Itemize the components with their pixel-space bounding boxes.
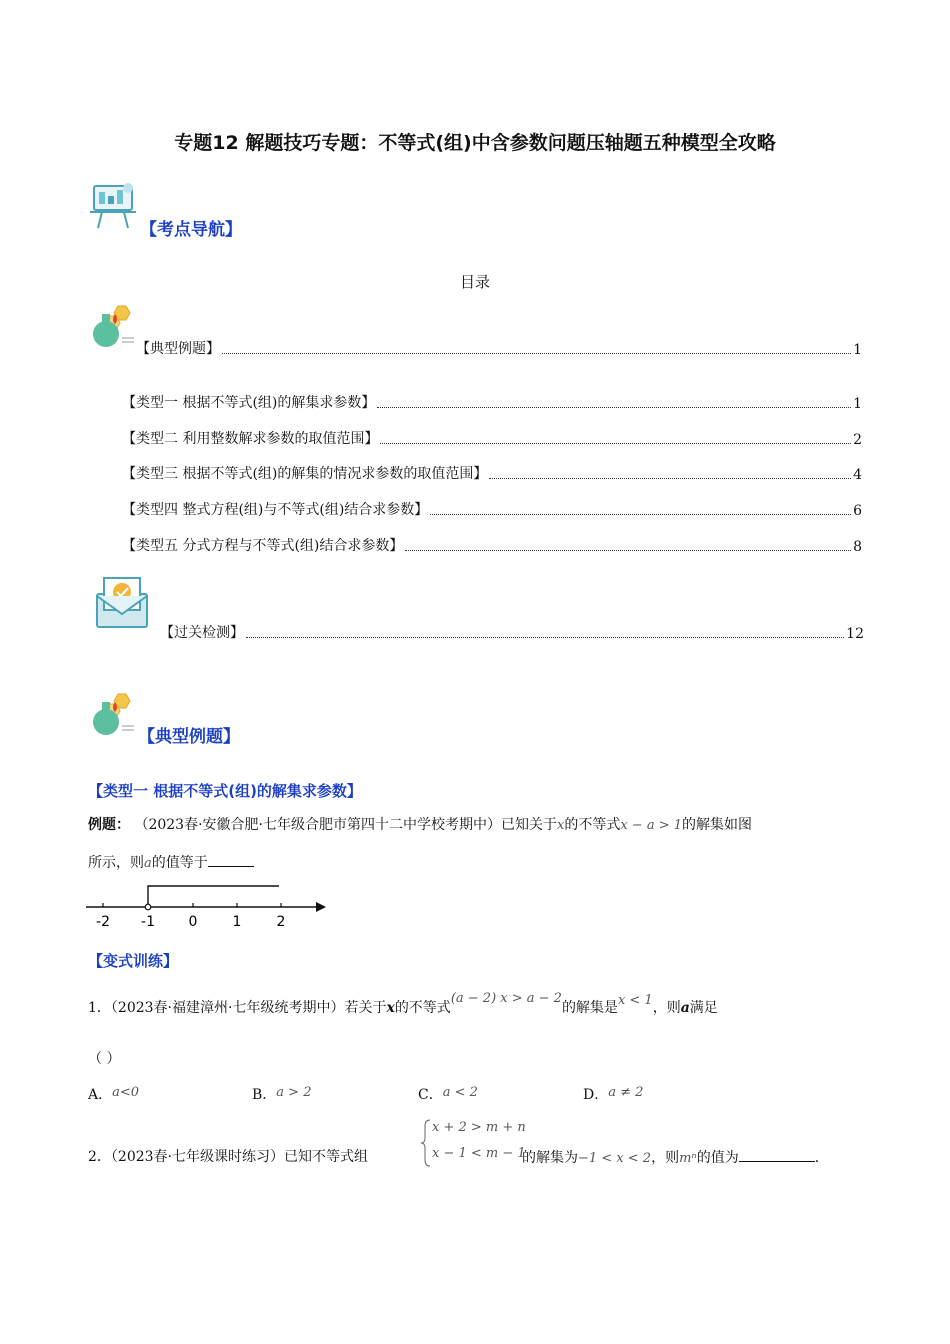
toc-entry-label: 【典型例题】 xyxy=(136,341,220,357)
question-text: ，则 xyxy=(652,1000,681,1016)
number-line xyxy=(84,876,334,930)
option-letter: C． xyxy=(418,1087,443,1103)
nav-heading: 【考点导航】 xyxy=(140,220,242,240)
toc-entry-type4[interactable] xyxy=(122,499,862,519)
flask-icon xyxy=(88,690,136,738)
answer-blank[interactable] xyxy=(208,852,254,867)
toc-leader xyxy=(405,549,851,551)
expression: mⁿ xyxy=(679,1151,697,1166)
example-label: 例题： xyxy=(88,817,130,833)
toc-leader xyxy=(377,406,851,408)
toc-entry-label: 【类型二 利用整数解求参数的取值范围】 xyxy=(122,431,379,447)
toc-leader xyxy=(246,636,844,638)
var-x: x xyxy=(556,818,565,833)
system-line-2: x − 1 < m − 1 xyxy=(432,1146,526,1161)
brace-icon xyxy=(420,1118,432,1168)
toc-entry-type3[interactable] xyxy=(122,463,862,483)
option-letter: A． xyxy=(88,1087,113,1103)
envelope-check-icon xyxy=(94,574,150,630)
toc-leader xyxy=(430,513,851,515)
example-source: （2023春·安徽合肥·七年级合肥市第四十二中学校考期中）已知关于 xyxy=(134,817,557,833)
toc-entry-label: 【类型三 根据不等式(组)的解集的情况求参数的取值范围】 xyxy=(122,466,488,482)
question-2 xyxy=(88,1147,368,1167)
tick-label: -2 xyxy=(96,914,110,930)
option-letter: D． xyxy=(583,1087,609,1103)
tick-label: -1 xyxy=(141,914,155,930)
tick-label: 0 xyxy=(188,914,198,930)
toc-entry-page: 2 xyxy=(853,432,862,448)
type1-heading: 【类型一 根据不等式(组)的解集求参数】 xyxy=(88,782,362,800)
toc-entry-type5[interactable] xyxy=(122,535,862,555)
question-text: 的解集是 xyxy=(561,1000,618,1016)
toc-entry-page: 6 xyxy=(853,503,862,519)
inequality: x − a > 1 xyxy=(620,818,682,833)
example-tail: 的解集如图 xyxy=(682,817,752,833)
example-mid: 的不等式 xyxy=(564,817,621,833)
question-text: 的不等式 xyxy=(394,1000,451,1016)
toc-entry-final-check[interactable] xyxy=(160,622,864,642)
section-heading: 【典型例题】 xyxy=(138,727,240,747)
option-math: a < 2 xyxy=(442,1085,478,1100)
toc-entry-typical-examples[interactable] xyxy=(136,338,862,358)
answer-blank[interactable] xyxy=(739,1147,815,1162)
variant-heading: 【变式训练】 xyxy=(88,952,179,970)
toc-entry-page: 1 xyxy=(853,342,862,358)
answer-parentheses[interactable]: （ ） xyxy=(88,1051,121,1067)
inequality-system xyxy=(420,1118,526,1168)
presentation-icon xyxy=(88,180,138,230)
option-letter: B． xyxy=(252,1087,277,1103)
solution-set: x < 1 xyxy=(617,993,653,1008)
question-text: ，则 xyxy=(651,1150,680,1166)
question-text: （2023春·七年级课时练习）已知不等式组 xyxy=(110,1149,368,1165)
toc-entry-page: 1 xyxy=(853,396,862,412)
question-text: 的解集为 xyxy=(522,1150,578,1166)
flask-icon xyxy=(88,302,136,350)
question-source: （2023春·福建漳州·七年级统考期中）若关于 xyxy=(110,1000,387,1016)
toc-title: 目录 xyxy=(459,273,490,291)
question-number: 1． xyxy=(88,1000,111,1016)
example-text: 所示，则 xyxy=(88,855,144,871)
option-c[interactable] xyxy=(418,1084,478,1104)
system-line-1: x + 2 > m + n xyxy=(432,1120,526,1135)
document-title: 专题12 解题技巧专题：不等式(组)中含参数问题压轴题五种模型全攻略 xyxy=(174,132,776,154)
toc-entry-type1[interactable] xyxy=(122,392,862,412)
toc-leader xyxy=(380,442,851,444)
toc-entry-label: 【类型四 整式方程(组)与不等式(组)结合求参数】 xyxy=(122,502,429,518)
var-x: x xyxy=(386,1000,395,1016)
toc-entry-label: 【类型一 根据不等式(组)的解集求参数】 xyxy=(122,395,376,411)
toc-entry-type2[interactable] xyxy=(122,428,862,448)
option-math: a ≠ 2 xyxy=(608,1085,644,1100)
tick-label: 2 xyxy=(276,914,286,930)
toc-leader xyxy=(222,352,851,354)
question-text: 满足 xyxy=(689,1000,718,1016)
tick-label: 1 xyxy=(232,914,242,930)
question-1 xyxy=(88,991,718,1019)
question-number: 2． xyxy=(88,1149,111,1165)
solution-set: −1 < x < 2 xyxy=(578,1151,652,1166)
toc-entry-page: 12 xyxy=(846,626,864,642)
toc-entry-page: 4 xyxy=(853,467,862,483)
option-a[interactable] xyxy=(88,1084,139,1104)
inequality: (a − 2) x > a − 2 xyxy=(450,991,562,1006)
example-line-1 xyxy=(88,815,752,836)
toc-entry-page: 8 xyxy=(853,539,862,555)
option-b[interactable] xyxy=(252,1084,311,1104)
var-a: a xyxy=(680,1000,690,1016)
var-a: a xyxy=(144,856,152,871)
toc-leader xyxy=(489,477,851,479)
question-text: 的值为 xyxy=(696,1150,739,1166)
option-math: a > 2 xyxy=(276,1085,312,1100)
question-2-rest xyxy=(522,1147,829,1169)
toc-entry-label: 【类型五 分式方程与不等式(组)结合求参数】 xyxy=(122,538,404,554)
example-line-2 xyxy=(88,852,254,874)
example-text: 的值等于 xyxy=(151,855,208,871)
period: ． xyxy=(814,1150,829,1166)
option-math: a<0 xyxy=(112,1085,140,1100)
toc-entry-label: 【过关检测】 xyxy=(160,625,244,641)
option-d[interactable] xyxy=(583,1084,643,1104)
